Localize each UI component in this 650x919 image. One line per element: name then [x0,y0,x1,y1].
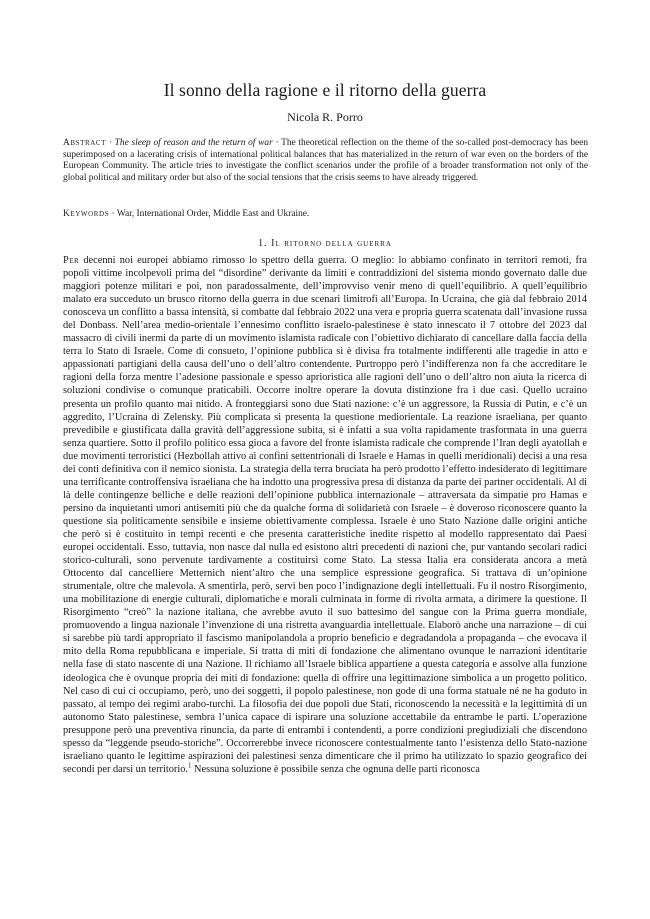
article-title: Il sonno della ragione e il ritorno della guerra [163,80,487,100]
first-word: Per [63,255,80,266]
body-tail: Nessuna soluzione è possibile senza che ognuna delle parti riconosca [191,763,480,775]
keywords-label: Keywords [63,209,110,219]
author-name: Nicola R. Porro [287,110,363,124]
keywords [63,209,588,221]
abstract-label: Abstract [63,138,107,148]
section-heading: 1. Il ritorno della guerra [258,238,392,249]
body-text: decenni noi europei abbiamo rimosso lo spettro della guerra. O meglio: lo abbiamo confinato in territori remoti, fra popoli vittime incolpevoli prima del “disordine” derivante da limiti e contraddizioni del sistema mondo governato dalle due maggiori potenze militari e poi, non paradossalmente, dell’improvviso venir meno di quell’equilibrio. A quell’equilibrio malato era succeduto un brusco ritorno della guerra in due scenari limitrofi all’Europa. In Ucraina, che già dal febbraio 2014 conosceva un conflitto a bassa intensità, si combatte dal febbraio 2022 una vera e propria guerra scatenata dall’invasione russa del Donbass. Nell’area medio-orientale l’ennesimo conflitto israelo-palestinese è stato innescato il 7 ottobre del 2023 dal massacro di civili inermi da parte di un movimento islamista radicale con l’obiettivo dichiarato di cancellare dalla faccia della terra lo Stato di Israele. Come di consueto, l’opinione pubblica si è divisa fra totalmente indifferenti alle tragedie in atto e appassionati partigiani della causa dell’uno o dell’altro contendente. Purtroppo però l’indifferenza non fa che accreditare le ragioni della forza mentre l’adesione passionale e spesso aprioristica alle ragioni dell’uno o dell’altro non aiuta la ricerca di soluzioni condivise o comunque praticabili. Occorre inoltre operare la dovuta distinzione fra i due casi. Quello ucraino presenta un profilo quanto mai nitido. A fronteggiarsi sono due Stati nazione: c’è un aggressore, la Russia di Putin, e c’è un aggredito, l’Ucraina di Zelensky. Più complicata si presenta la questione mediorientale. La reazione israeliana, per quanto prevedibile e giustificata dalla gravità dell’aggressione subita, si è infatti a sua volta rapidamente trasformata in una guerra senza quartiere. Sotto il profilo politico essa gioca a favore del fronte islamista radicale che comprende l’Iran degli ayatollah e due movimenti terroristici (Hezbollah attivo ai confini settentrionali di Israele e Hamas in quelli meridionali) decisi a una resa dei conti definitiva con il nemico sionista. La strategia della terra bruciata ha però prodotto l’effetto indesiderato di legittimare una terrificante controffensiva israeliana che ha indotto una progressiva presa di distanza da parte dei partner occidentali. Al di là delle contingenze belliche e delle reazioni dell’opinione pubblica internazionale – attraversata da simpatie pro Hamas e persino da inquietanti umori antisemiti più che da qualche forma di solidarietà con Israele – è doveroso riconoscere quanto la questione sia politicamente sensibile e insieme obiettivamente complessa. Israele è uno Stato Nazione dalle origini antiche che però si è costituito in tempi recenti e che presenta caratteristiche inedite rispetto al modello rappresentato dai Paesi europei occidentali. Esso, tuttavia, non nasce dal nulla ed esistono altri precedenti di nazioni che, pur vantando secolari radici storico-culturali, sono pervenute tardivamente a costituirsi come Stato. La stessa Italia era considerata ancora a metà Ottocento dal cancelliere Metternich nient’altro che una semplice espressione geografica. Si trattava di un’opinione strumentale, oltre che malevola. A smentirla, però, servì ben poco l’indignazione degli intellettuali. Fu il nostro Risorgimento, una mobilitazione di energie culturali, diplomatiche e morali culminata in forme di rivolta armata, a dirimere la questione. Il Risorgimento “creò” la nazione italiana, che avrebbe avuto il suo battesimo del sangue con la Prima guerra mondiale, promuovendo a lingua nazionale l’invenzione di una ristretta avanguardia intellettuale. Elaborò anche una narrazione – di cui si sarebbe più tardi appropriato il fascismo manipolandola a proprio beneficio e degradandola a propaganda – che evocava il mito della Roma repubblicana e imperiale. Si tratta di miti di fondazione che alimentano ovunque le narrazioni identitarie nella fase di stato nascente di una Nazione. Il richiamo all’Israele biblica appartiene a questa categoria e assolve alla funzione ideologica che è ovunque propria dei miti di fondazione: quella di offrire una legittimazione simbolica a un progetto politico. Nel caso di cui ci occupiamo, però, uno dei soggetti, il popolo palestinese, non gode di una forma statuale né ne ha goduto in passato, al tempo dei regimi arabo-turchi. La filosofia dei due popoli due Stati, riconoscendo la necessità e la legittimità di un autonomo Stato palestinese, sembra l’unica capace di ispirare una soluzione accettabile da entrambe le parti. L’operazione presuppone però una preventiva rinuncia, da parte di entrambi i contendenti, a porre condizioni pregiudiziali che discendono spesso da “leggende pseudo-storiche”. Occorrerebbe invece riconoscere contestualmente tanto l’esistenza dello Stato-nazione israeliano quanto le legittime aspirazioni dei palestinesi senza dimenticare che il primo ha utilizzato lo spazio geografico dei secondi per darsi un territorio. [63,255,587,775]
keywords-separator: · [111,209,115,219]
abstract [63,138,588,184]
abstract-english-title: The sleep of reason and the return of war [114,138,273,148]
keywords-text: War, International Order, Middle East and Ukraine. [116,209,310,219]
abstract-text: The theoretical reflection on the theme of the so-called post-democracy has been superimposed on a lacerating crisis of international political balances that has materialized in the return of war even on the borders of the European Community. The article tries to investigate the conflict scenarios under the profile of a broader transformation not only of the global political and military order but also of the social tensions that the crisis seems to have already triggered. [63,138,589,183]
abstract-separator: · [108,138,112,148]
abstract-separator-2: · [275,138,279,148]
body-paragraph [63,254,587,776]
footnote-ref[interactable]: 1 [187,761,192,770]
